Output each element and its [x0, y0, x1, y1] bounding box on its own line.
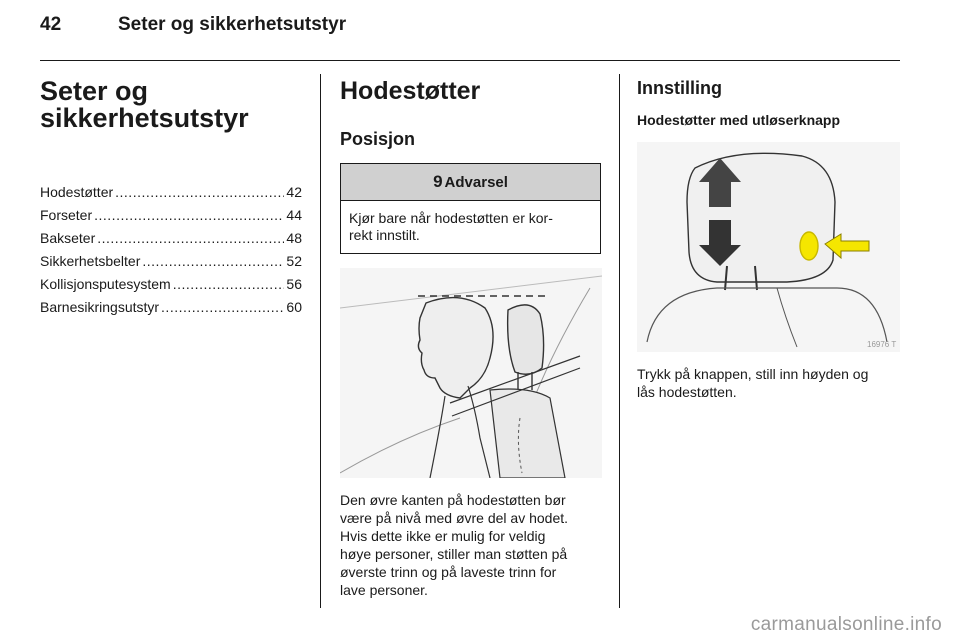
toc-leader-dots [161, 296, 284, 319]
figure-code: 16976 T [867, 340, 897, 349]
toc-leader-dots [142, 250, 284, 273]
toc-entry-label: Sikkerhetsbelter [40, 253, 141, 269]
toc-leader-dots [115, 181, 284, 204]
body-line: lås hodestøtten. [637, 384, 737, 400]
toc-entry-page: 60 [286, 299, 302, 315]
toc-entry-page: 48 [286, 230, 302, 246]
warning-title: Advarsel [444, 173, 508, 191]
chapter-title [40, 78, 302, 132]
headrest-position-text [340, 491, 602, 599]
header-divider [40, 60, 900, 61]
release-button-drawing [637, 142, 900, 352]
header-title: Seter og sikkerhetsutstyr [118, 14, 347, 35]
driver-headrest-drawing [340, 268, 602, 478]
body-line: øverste trinn og på laveste trinn for [340, 564, 557, 580]
toc-entry[interactable] [40, 227, 302, 250]
toc-entry-label: Forseter [40, 207, 93, 223]
warning-text-line1: Kjør bare når hodestøtten er kor- [349, 210, 553, 226]
column-divider-left [320, 74, 321, 608]
body-line: høye personer, stiller man støtten på [340, 546, 568, 562]
toc-entry-label: Barnesikringsutstyr [40, 299, 160, 315]
toc-entry[interactable] [40, 250, 302, 273]
toc-entry-page: 52 [286, 253, 302, 269]
driver-headrest-illustration [340, 268, 602, 478]
section-title: Hodestøtter [340, 77, 481, 105]
headrest-adjustment-column [637, 78, 907, 401]
subsection-title: Posisjon [340, 129, 416, 149]
body-line: Hvis dette ikke er mulig for veldig [340, 528, 546, 544]
page-number: 42 [40, 14, 62, 35]
chapter-title-line2: sikkerhetsutstyr [40, 103, 249, 133]
chapter-title-line1: Seter og [40, 76, 149, 106]
page-header [40, 14, 900, 54]
adjustment-text [637, 365, 907, 401]
body-line: Den øvre kanten på hodestøtten bør [340, 492, 566, 508]
toc-entry[interactable] [40, 204, 302, 227]
toc-leader-dots [173, 273, 285, 296]
toc-entry-page: 42 [286, 184, 302, 200]
toc-leader-dots [97, 227, 284, 250]
column-divider-right [619, 74, 620, 608]
warning-box [340, 163, 601, 254]
toc-entry[interactable] [40, 181, 302, 204]
headrest-position-column [340, 78, 602, 599]
warning-text [341, 201, 600, 253]
toc-entry-page: 44 [286, 207, 302, 223]
warning-icon: 9 [433, 172, 443, 191]
toc-entry-label: Kollisjonsputesystem [40, 276, 171, 292]
warning-text-line2: rekt innstilt. [349, 227, 420, 243]
toc-entry[interactable] [40, 273, 302, 296]
body-line: Trykk på knappen, still inn høyden og [637, 366, 869, 382]
toc-entry-page: 56 [286, 276, 302, 292]
warning-header [341, 164, 600, 201]
chapter-column [40, 78, 302, 319]
site-watermark: carmanualsonline.info [750, 614, 942, 635]
body-line: være på nivå med øvre del av hodet. [340, 510, 569, 526]
body-line: lave personer. [340, 582, 428, 598]
release-button-highlight [800, 232, 818, 260]
toc-entry-label: Hodestøtter [40, 184, 114, 200]
adjustment-title: Innstilling [637, 78, 722, 98]
adjustment-subtitle: Hodestøtter med utløserknapp [637, 112, 841, 128]
toc-entry-label: Bakseter [40, 230, 96, 246]
release-button-illustration [637, 142, 900, 352]
toc-entry[interactable] [40, 296, 302, 319]
table-of-contents [40, 181, 302, 319]
toc-leader-dots [94, 204, 284, 227]
